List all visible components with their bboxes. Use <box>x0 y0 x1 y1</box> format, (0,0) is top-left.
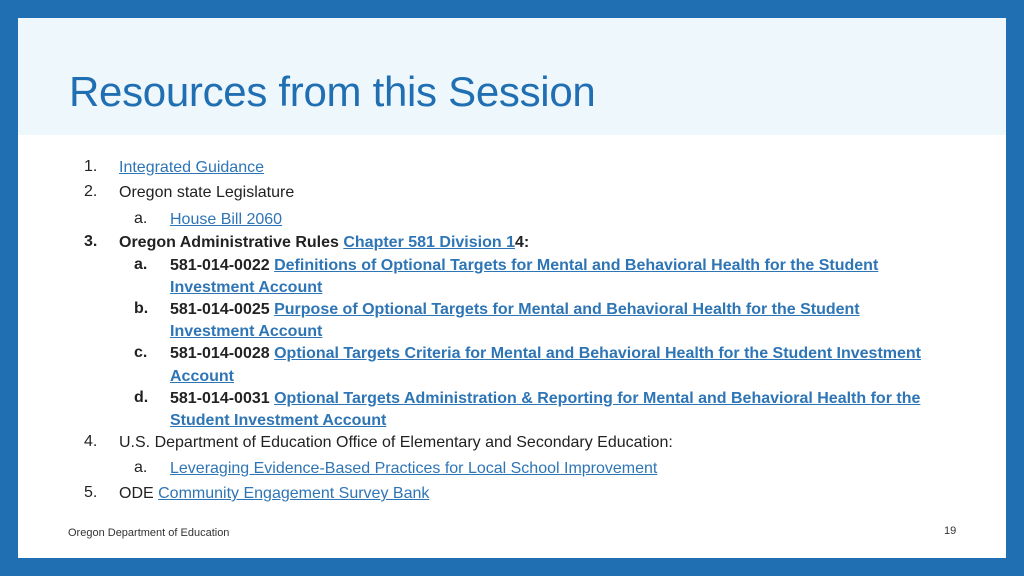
slide-title: Resources from this Session <box>69 68 596 115</box>
list-subitem <box>170 390 920 408</box>
list-item: U.S. Department of Education Office of Elementary and Secondary Education: <box>119 434 673 451</box>
definitions-rule-link-cont[interactable]: Investment Account <box>170 279 323 296</box>
administration-rule-link[interactable]: Optional Targets Administration & Reporting for Mental and Behavioral Health for the <box>274 390 921 407</box>
rule-code: 581-014-0028 <box>170 345 275 362</box>
subitem-letter: b. <box>134 300 149 317</box>
oar-label: Oregon Administrative Rules <box>119 234 344 251</box>
subitem-letter: c. <box>134 344 148 361</box>
subitem-letter: a. <box>134 256 148 273</box>
list-item <box>119 159 264 177</box>
ode-label: ODE <box>119 485 159 502</box>
administration-rule-link-cont[interactable]: Student Investment Account <box>170 412 387 429</box>
survey-bank-link[interactable]: Community Engagement Survey Bank <box>158 485 430 502</box>
integrated-guidance-link[interactable]: Integrated Guidance <box>119 159 264 176</box>
criteria-rule-link-cont[interactable]: Account <box>170 368 234 385</box>
list-subitem-continued <box>170 279 322 297</box>
subitem-letter: a. <box>134 459 148 476</box>
list-item <box>119 234 529 252</box>
purpose-rule-link[interactable]: Purpose of Optional Targets for Mental and Behavioral Health for the Student <box>274 301 860 318</box>
list-subitem <box>170 460 657 478</box>
chapter-581-link[interactable]: Chapter 581 Division 1 <box>343 234 515 251</box>
subitem-letter: d. <box>134 389 149 406</box>
list-item: Oregon state Legislature <box>119 184 295 201</box>
rule-code: 581-014-0025 <box>170 301 275 318</box>
item-number: 4. <box>84 433 98 450</box>
subitem-letter: a. <box>134 210 148 227</box>
list-item <box>119 485 429 503</box>
oar-suffix: 4: <box>514 234 530 251</box>
list-subitem <box>170 301 860 319</box>
list-subitem-continued <box>170 368 234 386</box>
slide-number: 19 <box>944 525 957 537</box>
item-number: 1. <box>84 158 98 175</box>
list-subitem <box>170 211 282 229</box>
list-subitem-continued <box>170 412 386 430</box>
definitions-rule-link[interactable]: Definitions of Optional Targets for Mental and Behavioral Health for the Student <box>274 257 879 274</box>
item-number: 2. <box>84 183 98 200</box>
evidence-based-practices-link[interactable]: Leveraging Evidence-Based Practices for Local School Improvement <box>170 460 658 477</box>
item-number: 3. <box>84 233 98 250</box>
footer-organization: Oregon Department of Education <box>68 527 230 539</box>
list-subitem <box>170 257 878 275</box>
rule-code: 581-014-0031 <box>170 390 275 407</box>
rule-code: 581-014-0022 <box>170 257 275 274</box>
house-bill-link[interactable]: House Bill 2060 <box>170 211 283 228</box>
purpose-rule-link-cont[interactable]: Investment Account <box>170 323 323 340</box>
item-number: 5. <box>84 484 98 501</box>
slide <box>18 18 1006 558</box>
list-subitem-continued <box>170 323 322 341</box>
list-subitem <box>170 345 921 363</box>
criteria-rule-link[interactable]: Optional Targets Criteria for Mental and Behavioral Health for the Student Investment <box>274 345 922 362</box>
